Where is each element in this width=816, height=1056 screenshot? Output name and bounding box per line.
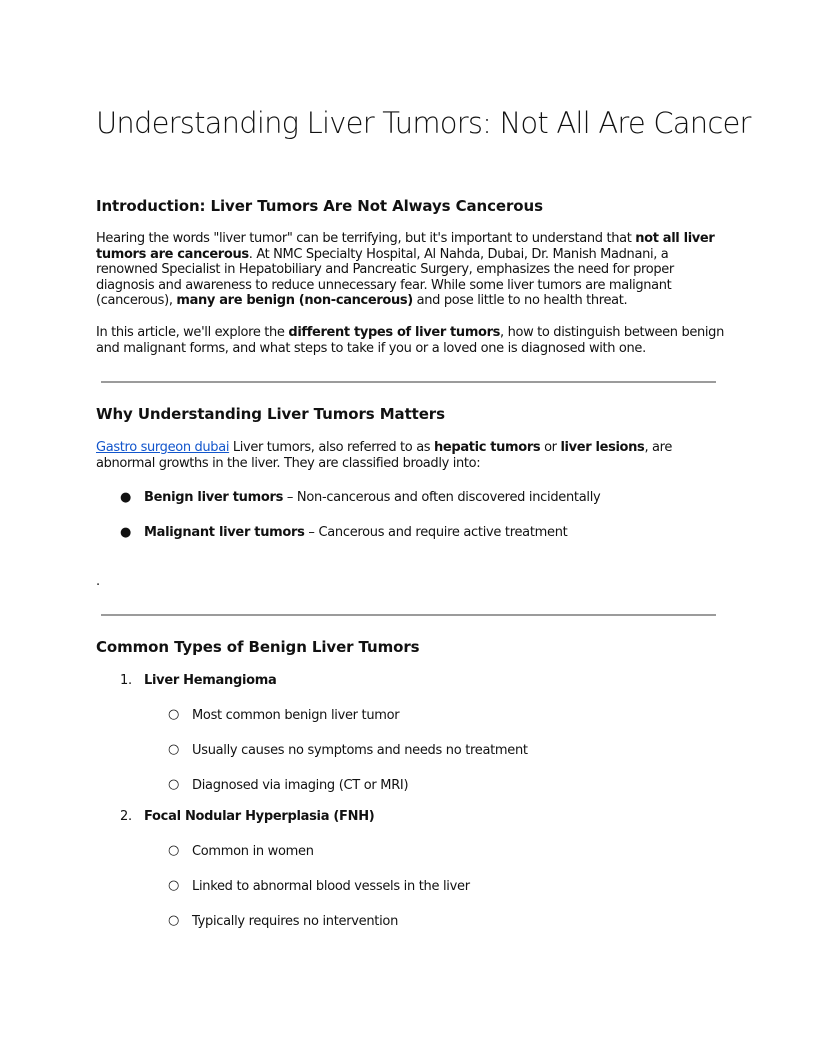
sub-list-item: ○ Common in women [168,843,314,859]
horizontal-divider [101,614,716,616]
circle-bullet-icon: ○ [168,742,180,757]
circle-bullet-icon: ○ [168,878,180,893]
numbered-item-fnh: 2. Focal Nodular Hyperplasia (FNH) [120,809,375,824]
stray-period: . [96,574,101,589]
sub-list-item: ○ Most common benign liver tumor [168,707,400,723]
bullet-icon: ● [120,490,132,505]
why-paragraph: Gastro surgeon dubai Liver tumors, also referred to as hepatic tumors or liver lesions, are abnormal growths in the liver. They are classified broadly into: [96,440,672,471]
sub-list-item: ○ Typically requires no intervention [168,913,399,929]
list-item: ● Benign liver tumors – Non-cancerous and often discovered incidentally [120,490,601,505]
section-heading-benign-types: Common Types of Benign Liver Tumors [96,638,420,656]
intro-paragraph-2: In this article, we'll explore the different types of liver tumors, how to distinguish between benign and malignant forms, and what steps to take if you or a loved one is diagnosed with one. [96,325,724,356]
page-title: Understanding Liver Tumors: Not All Are Cancer [96,106,751,140]
horizontal-divider [101,381,716,383]
gastro-surgeon-link[interactable]: Gastro surgeon dubai [96,440,230,455]
intro-paragraph-1: Hearing the words "liver tumor" can be terrifying, but it's important to understand that not all liver tumors are cancerous. At NMC Specialty Hospital, Al Nahda, Dubai, Dr. Manish Madnani, a renowned Specialist in Hepatobiliary and Pancreatic Surgery, emphasizes the need for proper diagnosis and awareness to reduce unnecessary fear. While some liver tumors are malignant (cancerous), many are benign (non-cancerous) and pose little to no health threat. [96,231,715,309]
numbered-item-liver-hemangioma: 1. Liver Hemangioma [120,673,277,688]
circle-bullet-icon: ○ [168,843,180,858]
circle-bullet-icon: ○ [168,777,180,792]
circle-bullet-icon: ○ [168,707,180,722]
sub-list-item: ○ Diagnosed via imaging (CT or MRI) [168,777,409,793]
sub-list-item: ○ Linked to abnormal blood vessels in the liver [168,878,470,894]
sub-list-item: ○ Usually causes no symptoms and needs no treatment [168,742,528,758]
section-heading-introduction: Introduction: Liver Tumors Are Not Always Cancerous [96,197,543,215]
list-item: ● Malignant liver tumors – Cancerous and require active treatment [120,525,568,540]
section-heading-why: Why Understanding Liver Tumors Matters [96,405,445,423]
circle-bullet-icon: ○ [168,913,180,928]
bullet-icon: ● [120,525,132,540]
